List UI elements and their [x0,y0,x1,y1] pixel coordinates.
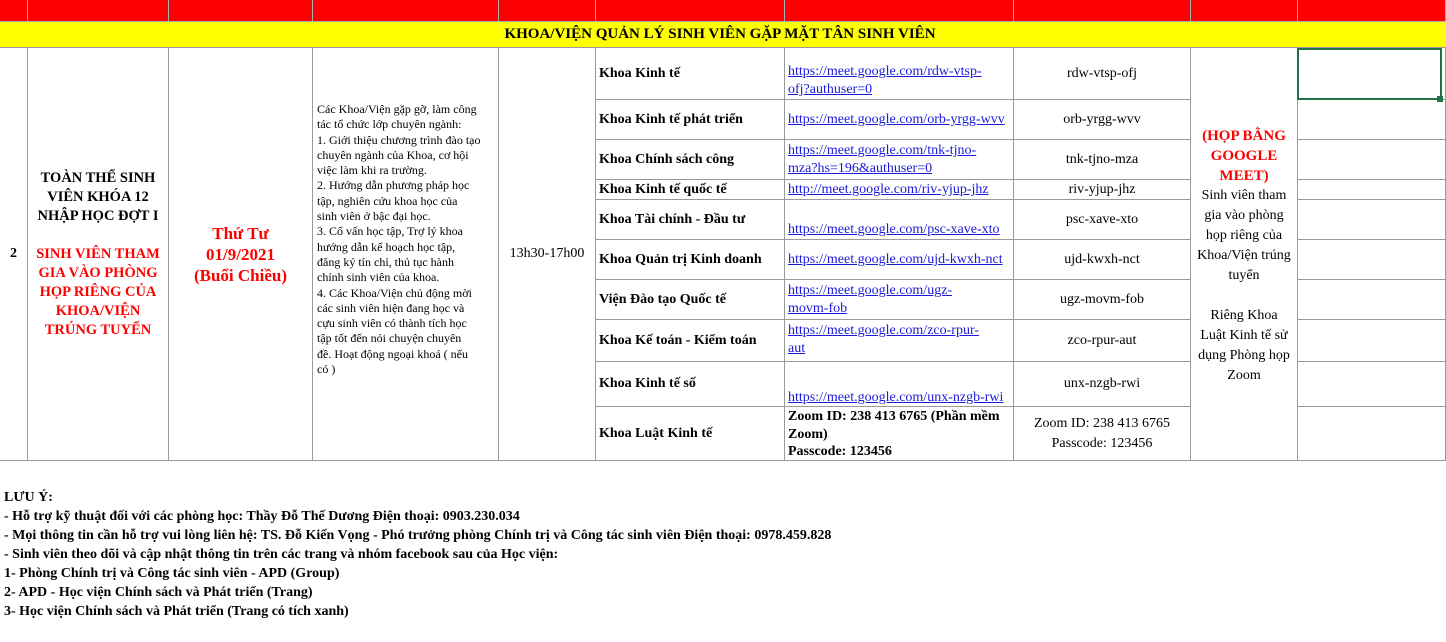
method-cell[interactable] [1191,48,1298,461]
header-cell[interactable] [313,0,499,22]
target-red-line: SINH VIÊN THAM [36,245,160,262]
cell-selection[interactable] [1297,48,1442,100]
header-cell[interactable] [0,0,28,22]
empty-cell[interactable] [1298,320,1446,362]
zoom-line: Passcode: 123456 [788,444,892,459]
meet-link-cell[interactable] [785,240,1014,280]
method-red-line: (HỌP BẰNG [1202,128,1286,144]
header-cell[interactable] [1298,0,1446,22]
meet-link[interactable]: https://meet.google.com/ugz- [788,283,953,298]
content-line: 1. Giới thiệu chương trình đào tạo [317,132,481,147]
header-cell[interactable] [1191,0,1298,22]
dept-name[interactable]: Viện Đào tạo Quốc tế [596,280,785,320]
method-line [1191,286,1297,306]
dept-name[interactable]: Khoa Quản trị Kinh doanh [596,240,785,280]
meet-code[interactable]: tnk-tjno-mza [1014,140,1191,180]
note-line: - Sinh viên theo dõi và cập nhật thông tin trên các trang và nhóm facebook sau của Học viện: [4,547,559,562]
method-line: Sinh viên tham [1201,188,1287,203]
meet-link[interactable]: movm-fob [788,301,848,316]
content-cell[interactable] [313,48,499,461]
header-cell[interactable] [169,0,313,22]
content-line: hướng dẫn kế hoạch học tập, [317,239,456,254]
content-line: 2. Hướng dẫn phương pháp học [317,178,470,193]
zoom-info-cell[interactable] [785,407,1014,461]
target-line: TOÀN THỂ SINH [40,169,156,186]
target-line: NHẬP HỌC ĐỢT I [37,207,159,224]
empty-cell[interactable] [1298,140,1446,180]
target-line: VIÊN KHÓA 12 [47,188,149,205]
method-line: Riêng Khoa [1210,308,1278,323]
meet-link-cell[interactable] [785,48,1014,100]
content-line: 4. Các Khoa/Viện chủ động mời [317,285,472,300]
empty-cell[interactable] [1298,240,1446,280]
note-line: - Mọi thông tin cần hỗ trợ vui lòng liên hệ: TS. Đỗ Kiến Vọng - Phó trưởng phòng Chính trị và Công tác sinh viên Điện thoại: 0978.459.828 [4,528,832,543]
meet-link-cell[interactable] [785,280,1014,320]
note-line: - Hỗ trợ kỹ thuật đối với các phòng học: Thầy Đỗ Thế Dương Điện thoại: 0903.230.034 [4,509,520,524]
header-cell[interactable] [28,0,169,22]
fill-handle[interactable] [1437,96,1443,102]
meet-code[interactable]: rdw-vtsp-ofj [1014,48,1191,100]
zoom-code-cell[interactable] [1014,407,1191,461]
content-line: việc làm khi ra trường. [317,163,427,178]
target-red-line: GIA VÀO PHÒNG [38,264,158,281]
target-cell[interactable] [28,48,169,461]
banner-row[interactable] [0,22,1446,48]
date-cell[interactable] [169,48,313,461]
content-line: chuyên ngành của Khoa, cơ hội [317,147,469,162]
method-line: Khoa/Viện trúng [1197,248,1291,263]
meet-link-cell[interactable] [785,320,1014,362]
dept-name[interactable]: Khoa Kinh tế [596,48,785,100]
zoom-passcode: Passcode: 123456 [1051,435,1153,451]
dept-name[interactable]: Khoa Kinh tế số [596,362,785,407]
meet-code[interactable]: unx-nzgb-rwi [1014,362,1191,407]
method-line: họp riêng của [1205,228,1283,243]
meet-link-cell[interactable] [785,100,1014,140]
content-line: tập tốt đến nói chuyện chuyên [317,331,462,346]
meet-link[interactable]: mza?hs=196&authuser=0 [788,161,933,176]
meet-link[interactable]: aut [788,341,806,356]
banner-title: KHOA/VIỆN QUẢN LÝ SINH VIÊN GẶP MẶT TÂN SINH VIÊN [504,26,936,42]
target-red-line: KHOA/VIỆN [55,302,141,319]
content-line: đăng ký tín chỉ, thủ tục hành [317,254,454,269]
empty-cell[interactable] [1298,407,1446,461]
empty-cell[interactable] [1298,362,1446,407]
content-line: tác tổ chức lớp chuyên ngành: [317,117,462,132]
meet-code[interactable]: zco-rpur-aut [1014,320,1191,362]
zoom-line: Zoom) [788,426,828,442]
header-cell[interactable] [596,0,785,22]
empty-cell[interactable] [1298,280,1446,320]
method-line: Zoom [1227,368,1261,383]
content-line: 3. Cố vấn học tập, Trợ lý khoa [317,224,464,239]
meet-code[interactable]: riv-yjup-jhz [1014,180,1191,200]
meet-link-cell[interactable] [785,140,1014,180]
content-line: Các Khoa/Viện gặp gỡ, làm công [317,102,477,116]
content-line: các sinh viên hiện đang học và [317,300,465,315]
meet-link[interactable]: https://meet.google.com/ujd-kwxh-nct [788,252,1003,267]
meet-code[interactable]: ugz-movm-fob [1014,280,1191,320]
notes-section [4,488,831,621]
target-red-line: TRÚNG TUYỂN [44,321,152,338]
dept-name[interactable]: Khoa Kế toán - Kiểm toán [596,320,785,362]
meet-link[interactable]: https://meet.google.com/orb-yrgg-wvv [788,112,1005,127]
header-cell[interactable] [499,0,596,22]
method-red-line: MEET) [1219,168,1269,184]
meet-link[interactable]: https://meet.google.com/psc-xave-xto [788,222,1000,237]
empty-cell[interactable] [1298,180,1446,200]
method-line: tuyển [1228,268,1260,283]
dept-name[interactable]: Khoa Luật Kinh tế [596,407,785,461]
note-line: 1- Phòng Chính trị và Công tác sinh viên - APD (Group) [4,566,340,581]
content-line: tập, nghiên cứu khoa học của [317,193,458,208]
meet-link-cell[interactable] [785,362,1014,407]
meet-link[interactable]: https://meet.google.com/rdw-vtsp- [788,64,982,79]
dept-name[interactable]: Khoa Kinh tế quốc tế [596,180,785,200]
target-red-line: HỌP RIÊNG CỦA [39,283,157,300]
meet-link-cell[interactable] [785,180,1014,200]
content-line: sinh viên ở bậc đại học. [317,209,431,224]
content-line: chính sinh viên của khoa. [317,270,440,285]
method-red-line: GOOGLE [1210,148,1278,164]
note-line: 3- Học viện Chính sách và Phát triển (Trang có tích xanh) [4,604,349,619]
note-line: LƯU Ý: [4,490,53,505]
note-line: 2- APD - Học viện Chính sách và Phát triển (Trang) [4,585,313,600]
zoom-line: Zoom ID: 238 413 6765 (Phần mềm [788,409,1000,424]
empty-cell[interactable] [1298,200,1446,240]
method-line: gia vào phòng [1204,208,1284,223]
meet-link[interactable]: ofj?authuser=0 [788,82,873,97]
meet-link[interactable]: https://meet.google.com/tnk-tjno- [788,143,977,158]
date-line: Thứ Tư [212,223,269,243]
date-line: 01/9/2021 [206,244,275,264]
method-line: dụng Phòng họp [1198,348,1290,363]
row-number[interactable]: 2 [0,48,28,461]
meet-link-cell[interactable] [785,200,1014,240]
meet-link[interactable]: https://meet.google.com/zco-rpur- [788,323,979,338]
time-cell[interactable]: 13h30-17h00 [499,48,596,461]
date-line: (Buổi Chiều) [193,265,288,285]
header-cell[interactable] [1014,0,1191,22]
meet-code[interactable]: orb-yrgg-wvv [1014,100,1191,140]
content-line: có ) [317,362,336,377]
dept-name[interactable]: Khoa Kinh tế phát triển [596,100,785,140]
meet-code[interactable]: psc-xave-xto [1014,200,1191,240]
dept-name[interactable]: Khoa Tài chính - Đầu tư [596,200,785,240]
header-cell[interactable] [785,0,1014,22]
method-line: Luật Kinh tế sử [1200,328,1288,343]
empty-cell[interactable] [1298,100,1446,140]
meet-code[interactable]: ujd-kwxh-nct [1014,240,1191,280]
content-line: đề. Hoạt động ngoại khoá ( nếu [317,346,468,361]
meet-link[interactable]: https://meet.google.com/unx-nzgb-rwi [788,390,1004,405]
dept-name[interactable]: Khoa Chính sách công [596,140,785,180]
zoom-id: Zoom ID: 238 413 6765 [1033,415,1171,431]
content-line: cựu sinh viên có thành tích học [317,316,467,331]
meet-link[interactable]: http://meet.google.com/riv-yjup-jhz [788,182,989,197]
